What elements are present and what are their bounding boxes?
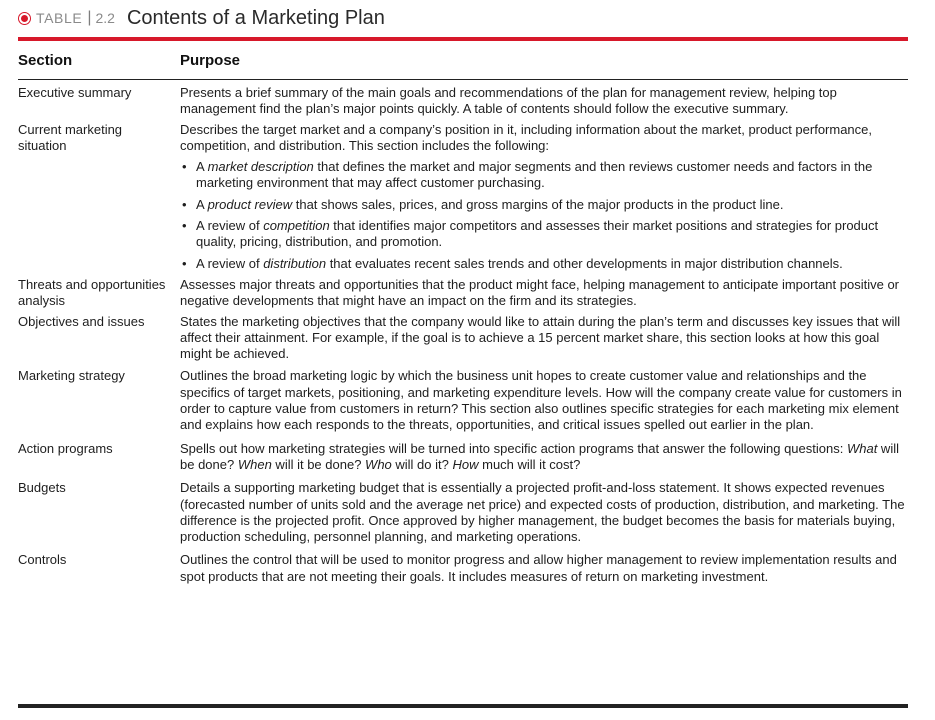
- section-cell: Executive summary: [18, 85, 132, 100]
- table-row: [18, 368, 908, 433]
- table-row: [18, 480, 908, 545]
- section-cell: [18, 122, 180, 272]
- column-header-section: Section: [18, 52, 73, 69]
- column-headers: [18, 52, 908, 74]
- table-label: TABLE: [36, 10, 83, 26]
- purpose-cell: [180, 122, 908, 272]
- table-row: [18, 552, 908, 585]
- purpose-cell: States the marketing objectives that the company would like to attain during the plan’s term and discusses key issues that will affect their attainment. For example, if the goal is to achieve a 15 percent market share, this section looks at how this goal might be achieved.: [180, 313, 901, 362]
- purpose-cell: Details a supporting marketing budget that is essentially a projected profit-and-loss statement. It shows expected revenues (forecasted number of units sold and the average net price) and expected costs of production, distribution, and marketing. The difference is the projected profit. Once approved by higher management, the budget becomes the basis for materials buying, production scheduling, personnel planning, and marketing operations.: [180, 480, 905, 545]
- purpose-intro: Describes the target market and a company’s position in it, including information about the market, product performance, competition, and distribution. This section includes the following:: [180, 121, 873, 153]
- red-circle-bullet-icon: [18, 12, 31, 25]
- table-number: 2.2: [95, 10, 115, 26]
- section-cell: Threats and opportunities analysis: [18, 276, 166, 309]
- section-cell: Budgets: [18, 480, 66, 496]
- list-item: • A review of distribution that evaluates recent sales trends and other developments in major distribution channels.: [180, 256, 908, 272]
- list-item: • A market description that defines the market and major segments and then reviews customer needs and factors in the marketing environment that may affect customer purchasing.: [180, 159, 908, 192]
- table-separator: |: [87, 9, 92, 26]
- column-header-purpose: Purpose: [180, 52, 241, 69]
- bottom-rule: [18, 704, 908, 708]
- section-cell: Marketing strategy: [18, 368, 125, 384]
- table-row: [18, 314, 908, 363]
- section-cell: Controls: [18, 552, 67, 568]
- list-item: • A review of competition that identifies major competitors and assesses their market positions and strategies for product quality, pricing, distribution, and promotion.: [180, 218, 908, 251]
- section-line: Current marketing situation: [18, 121, 123, 153]
- table-row: [18, 441, 908, 474]
- table-title: Contents of a Marketing Plan: [126, 6, 385, 29]
- purpose-cell: Spells out how marketing strategies will be turned into specific action programs that answer the following questions: What will be done? When will it be done? Who will do it? How much will it cost?: [180, 440, 899, 472]
- table-row: [18, 122, 908, 272]
- table-page: [18, 0, 908, 720]
- header-rule: [18, 79, 908, 80]
- purpose-cell: Outlines the broad marketing logic by which the business unit hopes to create customer value and relationships and the specifics of target markets, positioning, and marketing expenditure levels. How will the company create value for customers in order to capture value from customers in return? This section also outlines specific strategies for each marketing mix element and explains how each responds to the threats, opportunities, and critical issues spelled out earlier in the plan.: [180, 368, 902, 433]
- top-red-rule: [18, 37, 908, 41]
- table-caption: [18, 4, 385, 32]
- purpose-cell: Outlines the control that will be used to monitor progress and allow higher management to review implementation results and spot products that are not meeting their goals. It includes measures of return on marketing investment.: [180, 552, 897, 584]
- section-cell: Action programs: [18, 440, 113, 456]
- purpose-cell: Assesses major threats and opportunities that the product might face, helping management to anticipate important positive or negative developments that might have an impact on the firm and its strategies.: [180, 276, 900, 309]
- table-body: [18, 85, 908, 585]
- table-row: [18, 85, 908, 118]
- section-cell: Objectives and issues: [18, 313, 145, 329]
- purpose-cell: Presents a brief summary of the main goals and recommendations of the plan for management review, helping top management find the plan’s major points quickly. A table of contents should follow the executive summary.: [180, 85, 837, 117]
- table-row: [18, 277, 908, 310]
- bullet-list: [180, 159, 908, 272]
- list-item: • A product review that shows sales, prices, and gross margins of the major products in the product line.: [180, 197, 908, 213]
